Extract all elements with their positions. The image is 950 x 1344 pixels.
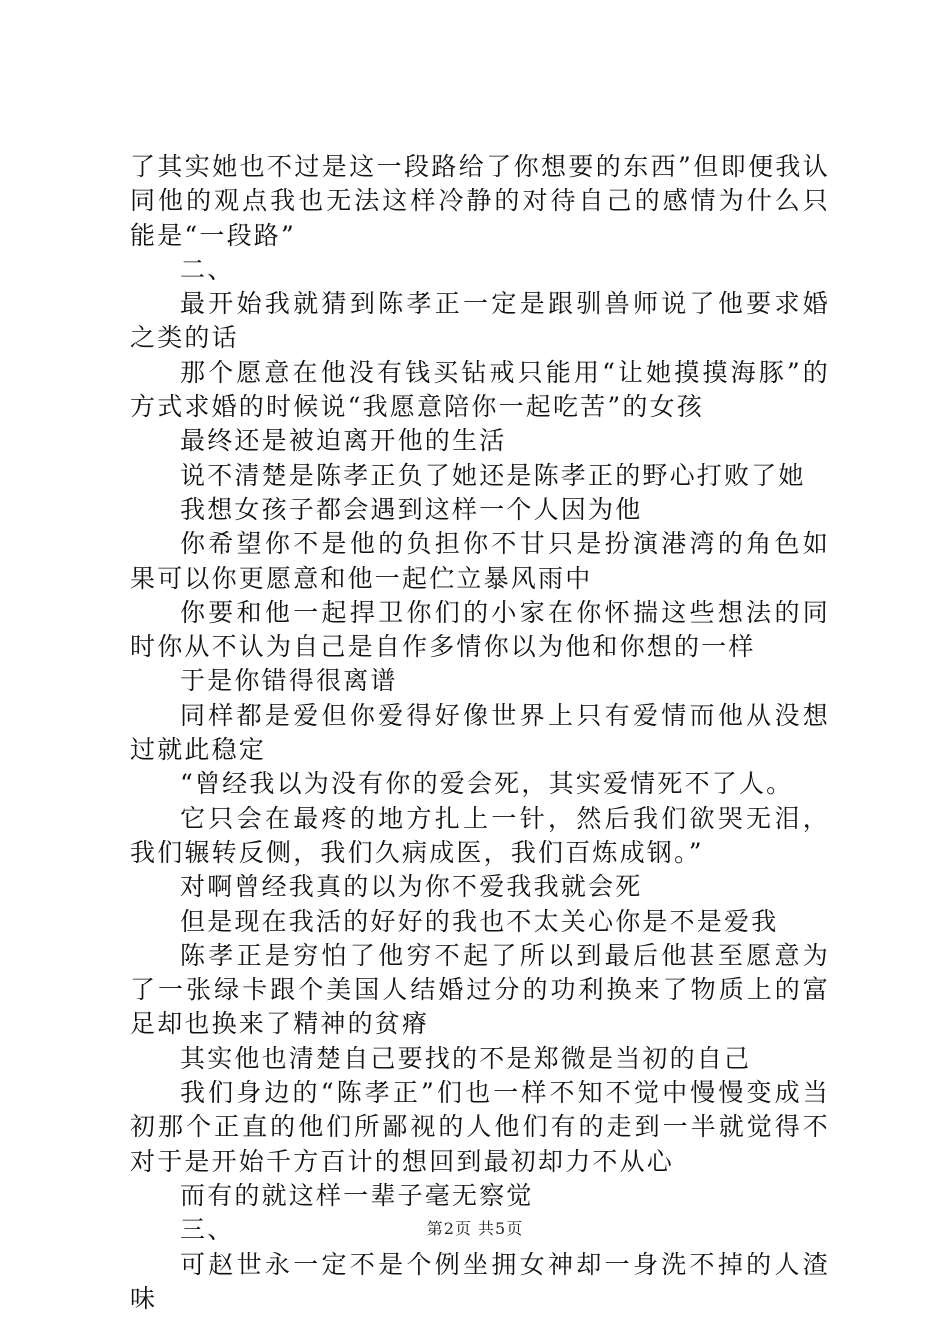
paragraph: 你要和他一起捍卫你们的小家在你怀揣这些想法的同时你从不认为自己是自作多情你以为他和你想的一样 [130,597,830,662]
paragraph: 可赵世永一定不是个例坐拥女神却一身洗不掉的人渣味 [130,1249,830,1313]
paragraph: “曾经我以为没有你的爱会死，其实爱情死不了人。 [180,769,794,799]
document-body [130,150,830,1316]
paragraph: 它只会在最疼的地方扎上一针，然后我们欲哭无泪，我们辗转反侧，我们久病成医，我们百炼成钢。” [130,803,830,867]
paragraph: 你希望你不是他的负担你不甘只是扮演港湾的角色如果可以你更愿意和他一起伫立暴风雨中 [130,529,830,593]
paragraph: 说不清楚是陈孝正负了她还是陈孝正的野心打败了她 [180,460,806,490]
paragraph: 于是你错得很离谱 [180,666,398,696]
page-footer: 第2页 共5页 [426,1219,524,1238]
paragraph: 而有的就这样一辈子毫无察觉 [180,1180,534,1210]
paragraph: 了其实她也不过是这一段路给了你想要的东西”但即便我认同他的观点我也无法这样冷静的对待自己的感情为什么只能是“一段路” [130,152,830,250]
paragraph: 但是现在我活的好好的我也不太关心你是不是爱我 [180,906,779,936]
paragraph: 同样都是爱但你爱得好像世界上只有爱情而他从没想过就此稳定 [130,700,830,765]
paragraph: 二、 [180,254,235,284]
paragraph: 对啊曾经我真的以为你不爱我我就会死 [180,872,643,902]
paragraph: 三、 [180,1215,235,1245]
paragraph: 那个愿意在他没有钱买钻戒只能用“让她摸摸海豚”的方式求婚的时候说“我愿意陪你一起吃苦”的女孩 [130,357,830,422]
paragraph: 我想女孩子都会遇到这样一个人因为他 [180,494,643,524]
paragraph: 我们身边的“陈孝正”们也一样不知不觉中慢慢变成当初那个正直的他们所鄙视的人他们有的走到一半就觉得不对于是开始千方百计的想回到最初却力不从心 [130,1078,830,1176]
paragraph: 陈孝正是穷怕了他穷不起了所以到最后他甚至愿意为了一张绿卡跟个美国人结婚过分的功利换来了物质上的富足却也换来了精神的贫瘠 [130,940,830,1039]
paragraph: 最开始我就猜到陈孝正一定是跟驯兽师说了他要求婚之类的话 [130,289,830,353]
paragraph: 其实他也清楚自己要找的不是郑微是当初的自己 [180,1043,752,1073]
paragraph: 最终还是被迫离开他的生活 [180,426,507,456]
